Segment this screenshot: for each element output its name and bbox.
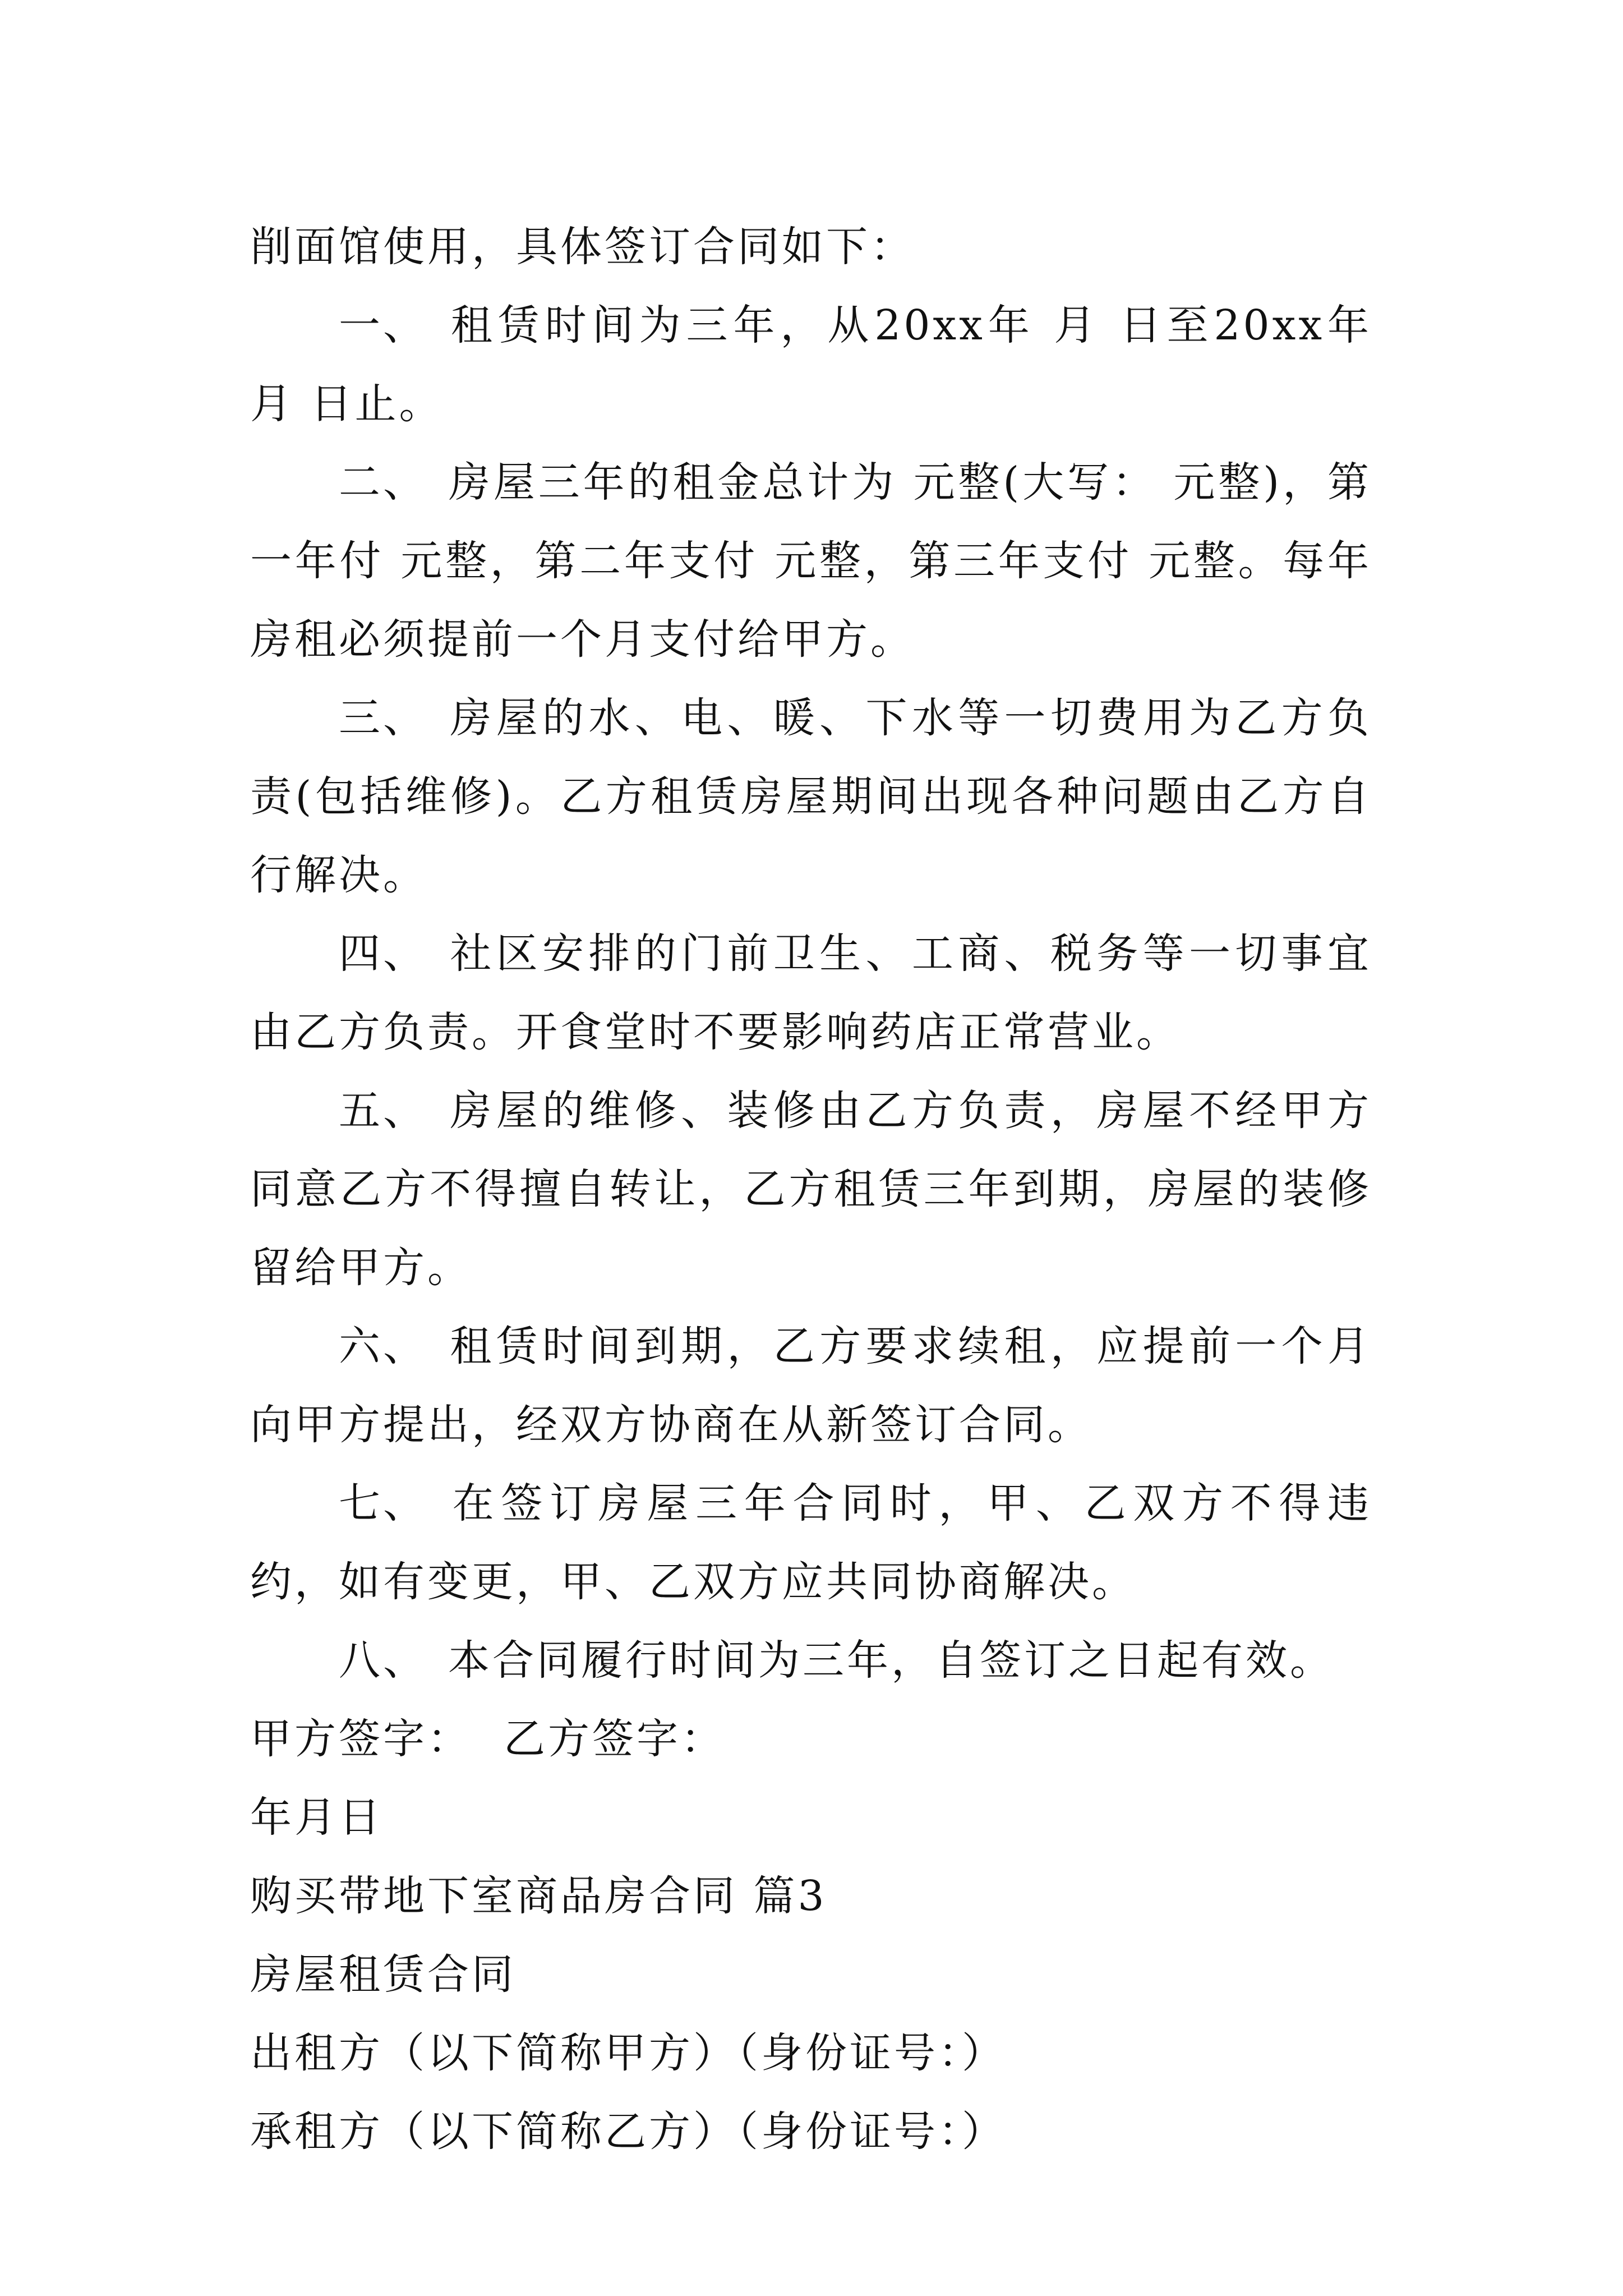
clause-7: [250, 1464, 1372, 1621]
clause-text: 租赁时间到期，乙方要求续租，应提前一个月向甲方提出，经双方协商在从新签订合同。: [250, 1322, 1372, 1449]
document-body: [250, 208, 1372, 2171]
clause-5: [250, 1071, 1372, 1307]
clause-text: 本合同履行时间为三年，自签订之日起有效。: [448, 1636, 1334, 1685]
clause-number: 三、: [339, 694, 427, 742]
clause-8: [250, 1621, 1372, 1700]
clause-text: 房屋的水、电、暖、下水等一切费用为乙方负责(包括维修)。乙方租赁房屋期间出现各种问题由乙方自行解决。: [250, 694, 1372, 899]
clause-text: 房屋三年的租金总计为 元整(大写： 元整)，第一年付 元整，第二年支付 元整，第三年支付 元整。每年房租必须提前一个月支付给甲方。: [250, 458, 1372, 664]
clause-1: [250, 286, 1372, 443]
clause-number: 六、: [339, 1322, 427, 1370]
date-line: 年月日: [250, 1793, 383, 1842]
clause-6: [250, 1307, 1372, 1464]
clause-4: [250, 914, 1372, 1071]
contract-title: 房屋租赁合同: [250, 1950, 516, 1999]
lessor-line: 出租方（以下简称甲方）（身份证号：）: [250, 2029, 1006, 2077]
clause-text: 租赁时间为三年，从20xx年 月 日至20xx年 月 日止。: [250, 301, 1372, 428]
clause-number: 二、: [339, 458, 427, 507]
opening-line: 削面馆使用，具体签订合同如下：: [250, 223, 915, 271]
clause-text: 在签订房屋三年合同时，甲、乙双方不得违约，如有变更，甲、乙双方应共同协商解决。: [250, 1479, 1372, 1606]
clause-number: 七、: [339, 1479, 427, 1527]
clause-number: 五、: [339, 1087, 427, 1135]
clause-2: [250, 443, 1372, 679]
section-title: 购买带地下室商品房合同 篇3: [250, 1872, 827, 1920]
clause-number: 八、: [339, 1636, 427, 1685]
lessee-line: 承租方（以下简称乙方）（身份证号：）: [250, 2108, 1006, 2156]
clause-text: 房屋的维修、装修由乙方负责，房屋不经甲方同意乙方不得擅自转让，乙方租赁三年到期，房屋的装修留给甲方。: [250, 1087, 1372, 1292]
clause-number: 一、: [339, 301, 427, 349]
clause-number: 四、: [339, 930, 427, 978]
signature-line: 甲方签字： 乙方签字：: [250, 1715, 726, 1763]
clause-text: 社区安排的门前卫生、工商、税务等一切事宜由乙方负责。开食堂时不要影响药店正常营业。: [250, 930, 1372, 1056]
clause-3: [250, 679, 1372, 914]
